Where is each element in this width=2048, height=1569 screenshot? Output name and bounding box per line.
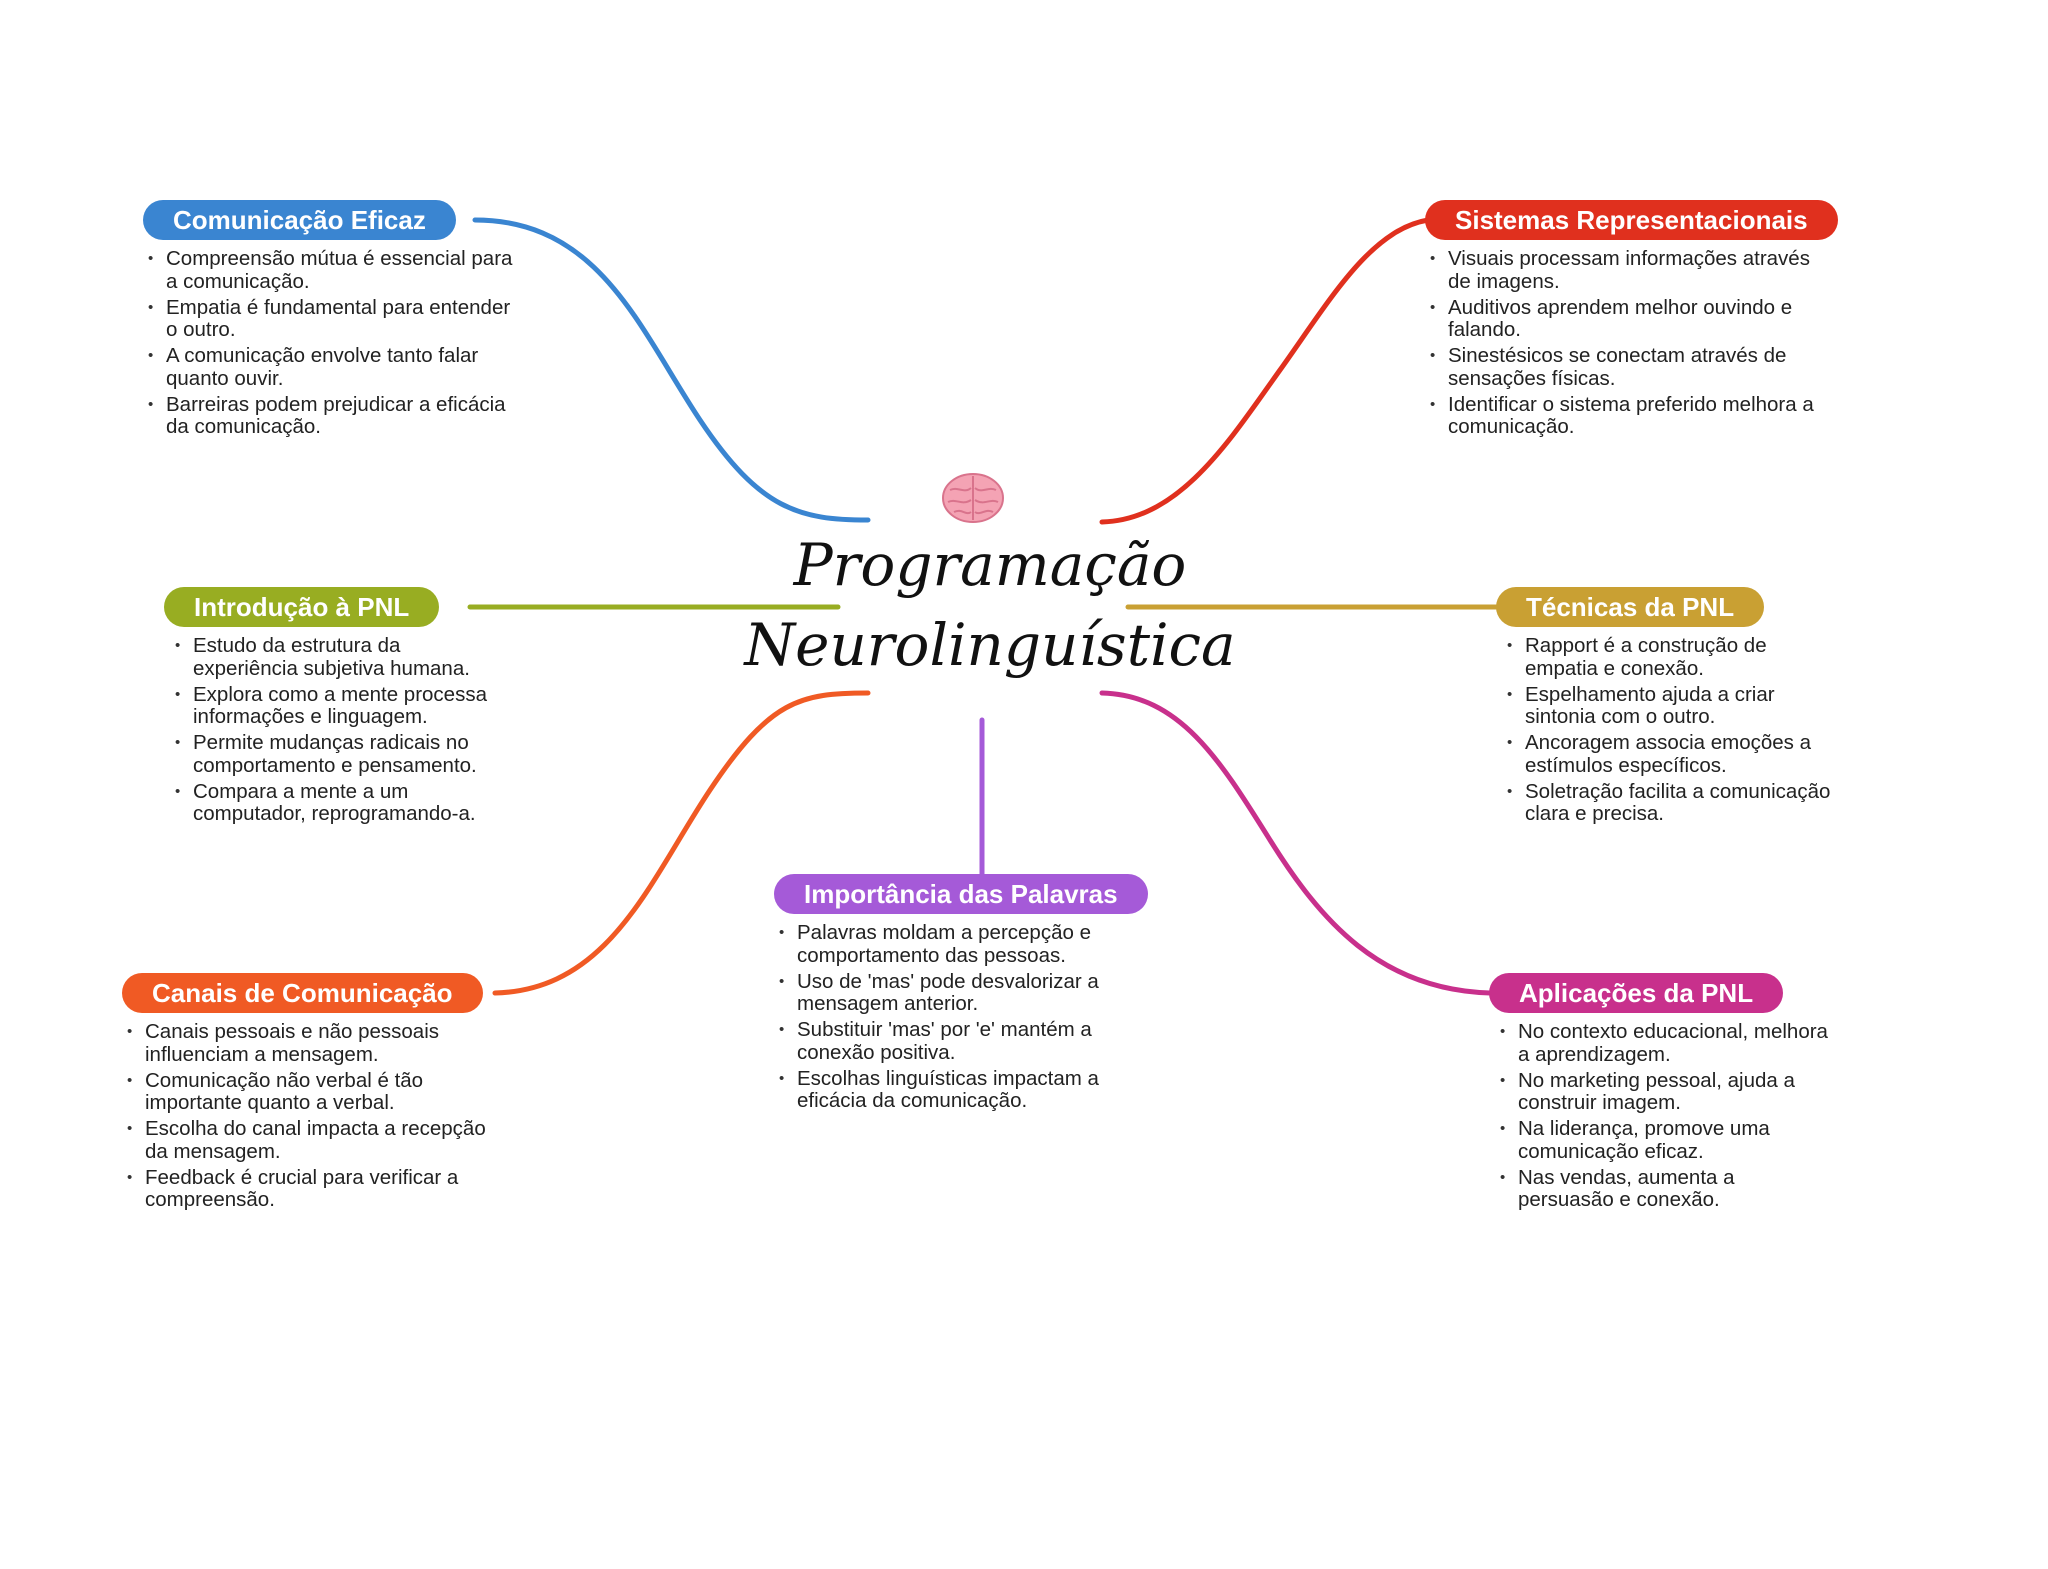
bullet-item: • Canais pessoais e não pessoais influenciam a mensagem.	[122, 1021, 492, 1066]
connector-comunicacao	[475, 220, 868, 520]
branch-items-introducao	[164, 635, 494, 826]
bullet-item: • Soletração facilita a comunicação clara e precisa.	[1502, 781, 1841, 826]
bullet-item: • Uso de 'mas' pode desvalorizar a mensagem anterior.	[774, 971, 1134, 1016]
branch-items-tecnicas	[1496, 635, 1841, 826]
branch-items-sistemas	[1425, 248, 1825, 439]
branch-items-comunicacao	[143, 248, 518, 439]
branch-comunicacao-eficaz	[143, 200, 518, 442]
central-title-line2: Neurolinguística	[744, 611, 1236, 679]
branch-title-palavras[interactable]: Importância das Palavras	[774, 874, 1148, 914]
branch-items-canais	[122, 1021, 492, 1212]
bullet-item: • Empatia é fundamental para entender o outro.	[143, 297, 518, 342]
bullet-item: • A comunicação envolve tanto falar quanto ouvir.	[143, 345, 518, 390]
bullet-item: • Rapport é a construção de empatia e conexão.	[1502, 635, 1841, 680]
bullet-item: • Permite mudanças radicais no comportamento e pensamento.	[170, 732, 494, 777]
branch-tecnicas-pnl	[1496, 587, 1841, 829]
bullet-item: • Nas vendas, aumenta a persuasão e conexão.	[1495, 1167, 1834, 1212]
bullet-item: • Comunicação não verbal é tão importante quanto a verbal.	[122, 1070, 492, 1115]
bullet-item: • Ancoragem associa emoções a estímulos específicos.	[1502, 732, 1841, 777]
branch-aplicacoes-pnl	[1489, 973, 1834, 1215]
bullet-item: • Explora como a mente processa informações e linguagem.	[170, 684, 494, 729]
branch-title-sistemas[interactable]: Sistemas Representacionais	[1425, 200, 1838, 240]
bullet-item: • Palavras moldam a percepção e comportamento das pessoas.	[774, 922, 1134, 967]
bullet-item: • Visuais processam informações através de imagens.	[1425, 248, 1825, 293]
brain-icon	[938, 468, 1008, 528]
bullet-item: • Barreiras podem prejudicar a eficácia da comunicação.	[143, 394, 518, 439]
bullet-item: • Auditivos aprendem melhor ouvindo e falando.	[1425, 297, 1825, 342]
branch-title-canais[interactable]: Canais de Comunicação	[122, 973, 483, 1013]
central-title-line1: Programação	[793, 531, 1187, 599]
branch-sistemas-representacionais	[1425, 200, 1885, 442]
bullet-item: • No contexto educacional, melhora a aprendizagem.	[1495, 1021, 1834, 1066]
branch-canais-comunicacao	[122, 973, 492, 1215]
bullet-item: • Feedback é crucial para verificar a compreensão.	[122, 1167, 492, 1212]
connector-sistemas	[1102, 220, 1428, 522]
bullet-item: • Substituir 'mas' por 'e' mantém a conexão positiva.	[774, 1019, 1134, 1064]
central-topic	[720, 525, 1260, 685]
bullet-item: • Compara a mente a um computador, reprogramando-a.	[170, 781, 494, 826]
branch-items-aplicacoes	[1489, 1021, 1834, 1212]
branch-importancia-palavras	[774, 874, 1194, 1116]
bullet-item: • Identificar o sistema preferido melhora a comunicação.	[1425, 394, 1825, 439]
bullet-item: • No marketing pessoal, ajuda a construir imagem.	[1495, 1070, 1834, 1115]
branch-title-comunicacao[interactable]: Comunicação Eficaz	[143, 200, 456, 240]
branch-title-tecnicas[interactable]: Técnicas da PNL	[1496, 587, 1764, 627]
bullet-item: • Estudo da estrutura da experiência subjetiva humana.	[170, 635, 494, 680]
branch-items-palavras	[774, 922, 1134, 1113]
bullet-item: • Compreensão mútua é essencial para a comunicação.	[143, 248, 518, 293]
branch-introducao-pnl	[164, 587, 494, 829]
bullet-item: • Espelhamento ajuda a criar sintonia com o outro.	[1502, 684, 1841, 729]
bullet-item: • Sinestésicos se conectam através de sensações físicas.	[1425, 345, 1825, 390]
bullet-item: • Escolhas linguísticas impactam a eficácia da comunicação.	[774, 1068, 1134, 1113]
branch-title-introducao[interactable]: Introdução à PNL	[164, 587, 439, 627]
branch-title-aplicacoes[interactable]: Aplicações da PNL	[1489, 973, 1783, 1013]
bullet-item: • Na liderança, promove uma comunicação eficaz.	[1495, 1118, 1834, 1163]
bullet-item: • Escolha do canal impacta a recepção da mensagem.	[122, 1118, 492, 1163]
